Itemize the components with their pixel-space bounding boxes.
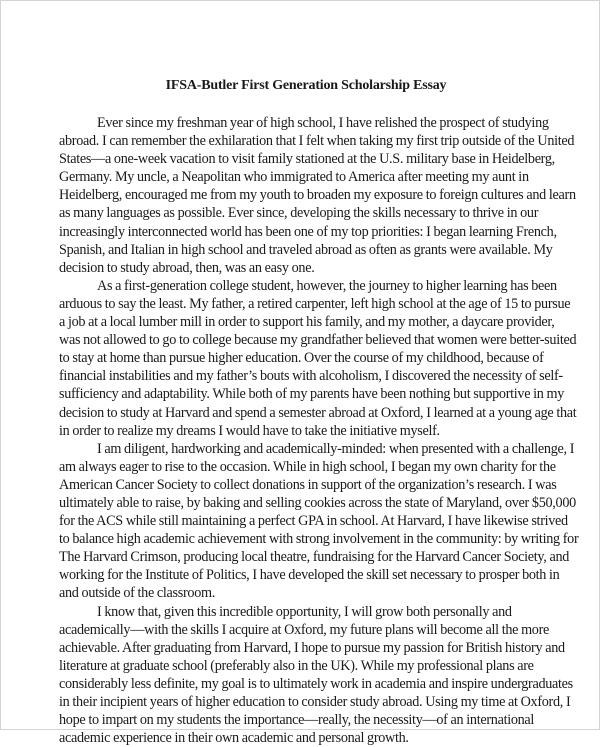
text-line: Germany. My uncle, a Neapolitan who immigrated to America after meeting my aunt in xyxy=(59,169,529,186)
text-line: decision to study abroad, then, was an easy one. xyxy=(59,259,315,276)
text-line: Spanish, and Italian in high school and traveled abroad as often as grants were available. My xyxy=(59,241,553,258)
text-line: decision to study at Harvard and spend a semester abroad at Oxford, I learned at a young age that xyxy=(59,404,577,421)
paragraph-3 xyxy=(59,440,579,603)
text-line: sufficiency and adaptability. While both of my parents have been nothing but supportive in my xyxy=(59,386,565,403)
text-line: for the ACS while still maintaining a perfect GPA in school. At Harvard, I have likewise strived xyxy=(59,513,568,530)
text-line: and outside of the classroom. xyxy=(59,585,215,602)
text-line: increasingly interconnected world has been one of my top priorities: I began learning French, xyxy=(59,223,557,240)
text-line: was not allowed to go to college because my grandfather believed that women were better-suited xyxy=(59,332,577,349)
text-line: States—a one-week vacation to visit family stationed at the U.S. military base in Heidelberg, xyxy=(59,151,555,168)
document-body xyxy=(59,77,579,747)
text-line: as many languages as possible. Ever since, developing the skills necessary to thrive in our xyxy=(59,205,539,222)
text-line: in their incipient years of higher education to consider study abroad. Using my time at Oxford, I xyxy=(59,694,571,710)
text-line: in order to realize my dreams I would have to take the initiative myself. xyxy=(59,422,440,439)
text-line: ultimately able to raise, by baking and selling cookies across the state of Maryland, over $50,000 xyxy=(59,494,576,511)
text-line: Ever since my freshman year of high school, I have relished the prospect of studying xyxy=(97,115,549,131)
text-line: working for the Institute of Politics, I have developed the skill set necessary to prosper both in xyxy=(59,567,560,584)
text-line: considerably less definite, my goal is to ultimately work in academia and inspire undergraduates xyxy=(59,675,573,692)
text-line: to stay at home than pursue higher education. Over the course of my childhood, because of xyxy=(59,350,544,367)
text-line: I know that, given this incredible opportunity, I will grow both personally and xyxy=(97,603,512,620)
text-line: a job at a local lumber mill in order to support his family, and my mother, a daycare provider, xyxy=(59,314,555,331)
text-line: abroad. I can remember the exhilaration that I felt when taking my first trip outside of the United xyxy=(59,133,575,150)
text-line: financial instabilities and my father’s bouts with alcoholism, I discovered the necessity of self- xyxy=(59,368,563,385)
text-line: achievable. After graduating from Harvard, I hope to pursue my passion for British history and xyxy=(59,639,565,656)
document-title: IFSA-Butler First Generation Scholarship Essay xyxy=(165,78,447,93)
text-line: literature at graduate school (preferably also in the UK). While my professional plans are xyxy=(59,657,534,674)
paragraph-4 xyxy=(59,603,573,747)
text-line: am always eager to rise to the occasion. While in high school, I began my own charity for the xyxy=(59,458,556,475)
text-line: As a first-generation college student, however, the journey to higher learning has been xyxy=(97,277,557,294)
text-line: arduous to say the least. My father, a retired carpenter, left high school at the age of 15 to pursue xyxy=(59,295,571,312)
text-line: American Cancer Society to collect donations in support of the organization’s research. I was xyxy=(59,476,557,493)
paragraph-1 xyxy=(59,114,576,277)
text-line: I am diligent, hardworking and academically-minded: when presented with a challenge, I xyxy=(97,440,575,457)
text-line: to balance high academic achievement with strong involvement in the community: by writing for xyxy=(59,531,579,548)
paragraph-2 xyxy=(59,277,577,440)
text-line: hope to impart on my students the importance—really, the necessity—of an international xyxy=(59,712,535,729)
text-line: The Harvard Crimson, producing local theatre, fundraising for the Harvard Cancer Society, and xyxy=(59,549,570,566)
text-line: academic experience in their own academic and personal growth. xyxy=(59,730,409,747)
text-line: academically—with the skills I acquire at Oxford, my future plans will become all the more xyxy=(59,621,550,638)
text-line: Heidelberg, encouraged me from my youth to broaden my exposure to foreign cultures and learn xyxy=(59,187,576,204)
